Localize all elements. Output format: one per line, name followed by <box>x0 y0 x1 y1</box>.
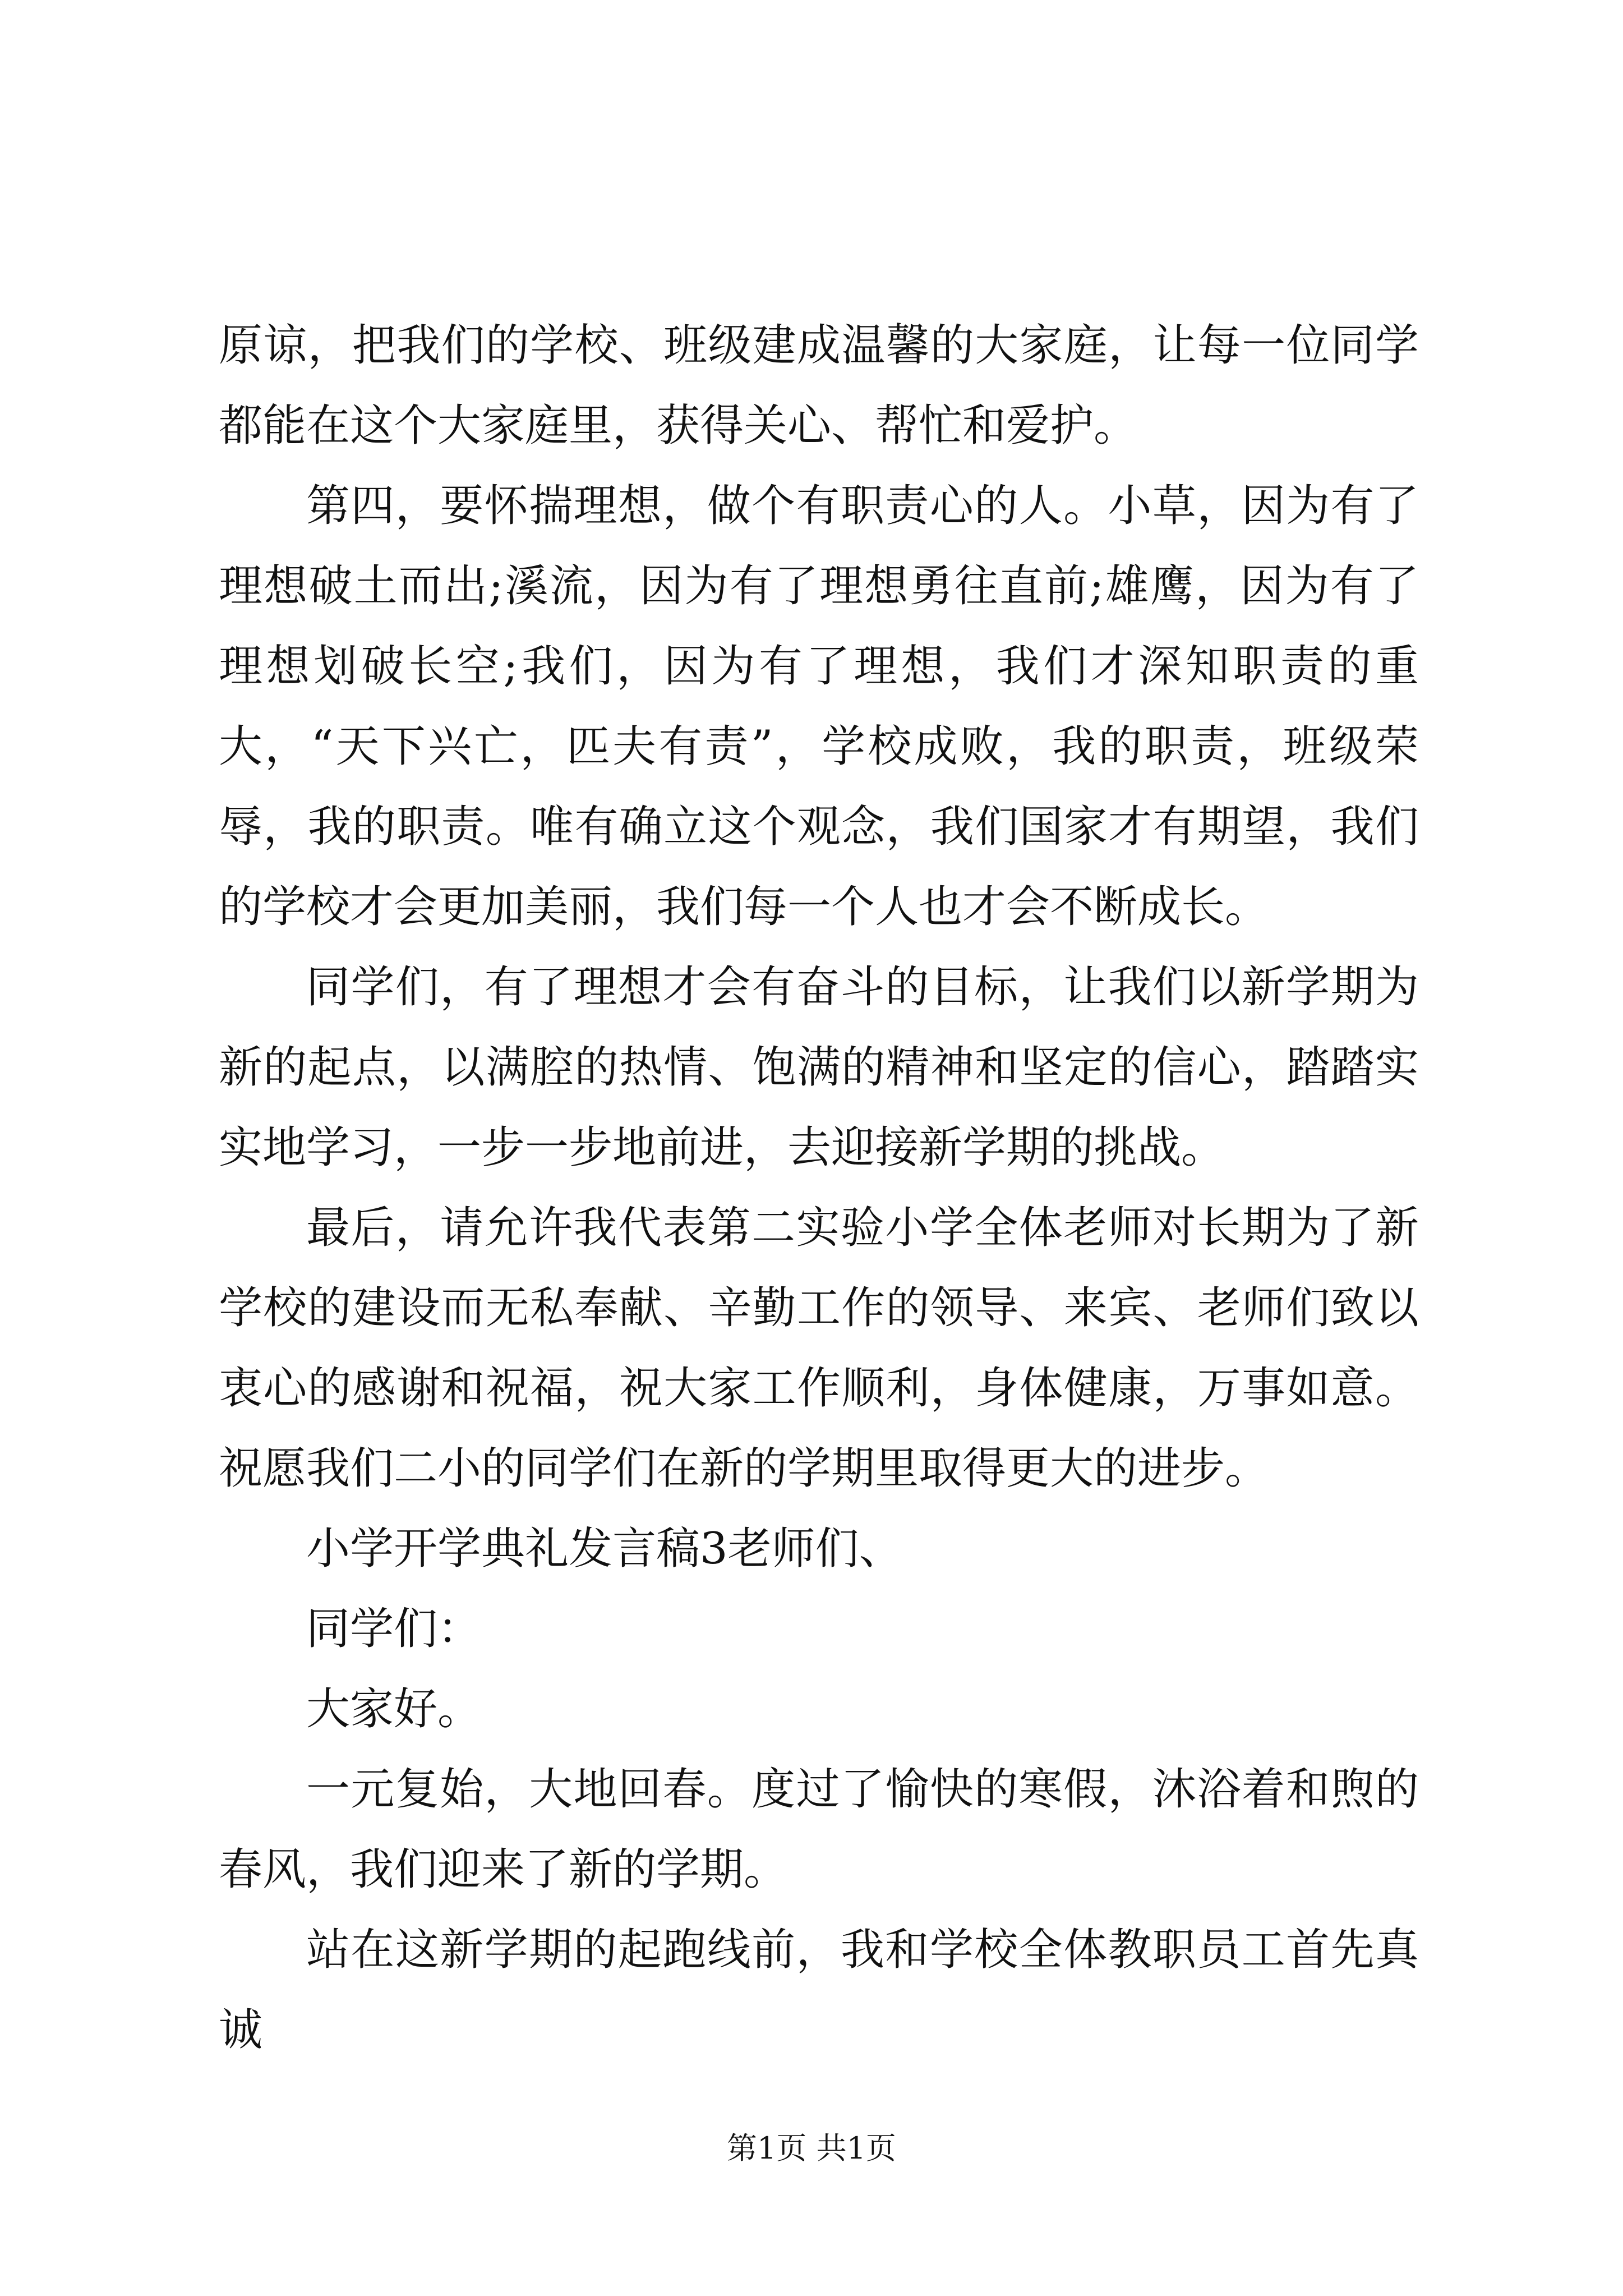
paragraph-4: 最后，请允许我代表第二实验小学全体老师对长期为了新学校的建设而无私奉献、辛勤工作的领导、来宾、老师们致以衷心的感谢和祝福，祝大家工作顺利，身体健康，万事如意。祝愿我们二小的同学们在新的学期里取得更大的进步。 <box>219 1203 1419 1494</box>
paragraph-3: 同学们，有了理想才会有奋斗的目标，让我们以新学期为新的起点，以满腔的热情、饱满的精神和坚定的信心，踏踏实实地学习，一步一步地前进，去迎接新学期的挑战。 <box>219 962 1419 1173</box>
paragraph-8: 一元复始，大地回春。度过了愉快的寒假，沐浴着和煦的春风，我们迎来了新的学期。 <box>219 1764 1419 1895</box>
paragraph-9: 站在这新学期的起跑线前，我和学校全体教职员工首先真诚 <box>219 1925 1419 2055</box>
paragraph-6: 同学们： <box>306 1604 482 1654</box>
document-body <box>219 306 1419 2070</box>
paragraph-2: 第四，要怀揣理想，做个有职责心的人。小草，因为有了理想破土而出;溪流，因为有了理想勇往直前;雄鹰，因为有了理想划破长空;我们，因为有了理想，我们才深知职责的重大，“天下兴亡，匹夫有责”，学校成败，我的职责，班级荣辱，我的职责。唯有确立这个观念，我们国家才有期望，我们的学校才会更加美丽，我们每一个人也才会不断成长。 <box>219 481 1419 932</box>
page-footer: 第1页 共1页 <box>727 2131 896 2166</box>
paragraph-7: 大家好。 <box>306 1684 482 1734</box>
paragraph-5: 小学开学典礼发言稿3老师们、 <box>306 1524 903 1574</box>
paragraph-1: 原谅，把我们的学校、班级建成温馨的大家庭，让每一位同学都能在这个大家庭里，获得关心、帮忙和爱护。 <box>219 320 1419 451</box>
